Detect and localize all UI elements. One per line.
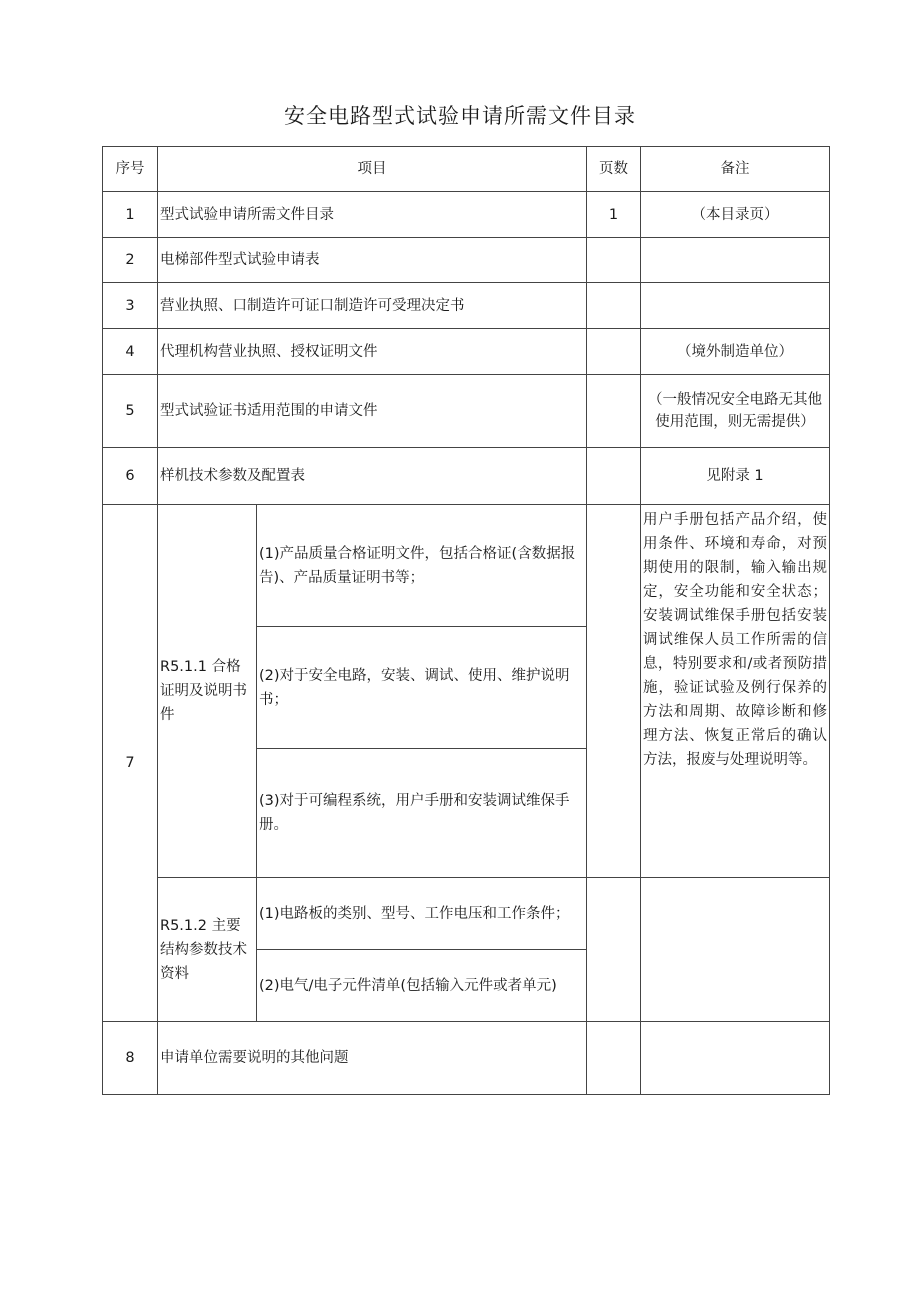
row-remarks: （境外制造单位）: [641, 329, 830, 375]
row-pages: [587, 505, 641, 878]
group-item: (1)电路板的类别、型号、工作电压和工作条件；: [257, 878, 587, 950]
row-no: 5: [103, 375, 158, 448]
row-pages: 1: [587, 192, 641, 238]
group-item: (2)对于安全电路，安装、调试、使用、维护说明书；: [257, 627, 587, 749]
row-item: 营业执照、口制造许可证口制造许可受理决定书: [158, 283, 587, 329]
row-remarks: [641, 283, 830, 329]
row-remarks: [641, 878, 830, 1022]
table-header-row: [103, 147, 830, 192]
row-remarks: 用户手册包括产品介绍，使用条件、环境和寿命，对预期使用的限制，输入输出规定，安全功能和安全状态；安装调试维保手册包括安装调试维保人员工作所需的信息，特别要求和/或者预防措施，验证试验及例行保养的方法和周期、故障诊断和修理方法、恢复正常后的确认方法，报废与处理说明等。: [641, 505, 830, 878]
row-pages: [587, 375, 641, 448]
row-no: 7: [103, 505, 158, 1022]
header-remarks: 备注: [641, 147, 830, 192]
row-no: 3: [103, 283, 158, 329]
table-row: [103, 329, 830, 375]
document-table: [102, 146, 830, 1095]
row-no: 8: [103, 1022, 158, 1095]
row-remarks: [641, 1022, 830, 1095]
group-item: (2)电气/电子元件清单(包括输入元件或者单元): [257, 950, 587, 1022]
row-no: 4: [103, 329, 158, 375]
table-row: [103, 238, 830, 283]
row-item: 申请单位需要说明的其他问题: [158, 1022, 587, 1095]
table-row: [103, 505, 830, 627]
header-no: 序号: [103, 147, 158, 192]
row-item: 代理机构营业执照、授权证明文件: [158, 329, 587, 375]
row-pages: [587, 238, 641, 283]
row-remarks: （本目录页）: [641, 192, 830, 238]
page-title: 安全电路型式试验申请所需文件目录: [284, 104, 636, 128]
table-row: [103, 375, 830, 448]
header-pages: 页数: [587, 147, 641, 192]
group-label: R5.1.2 主要结构参数技术资料: [158, 878, 257, 1022]
row-no: 2: [103, 238, 158, 283]
row-pages: [587, 448, 641, 505]
row-pages: [587, 283, 641, 329]
group-item: (3)对于可编程系统，用户手册和安装调试维保手册。: [257, 749, 587, 878]
row-pages: [587, 329, 641, 375]
row-no: 1: [103, 192, 158, 238]
group-label: R5.1.1 合格证明及说明书件: [158, 505, 257, 878]
row-pages: [587, 878, 641, 1022]
table-row: [103, 192, 830, 238]
row-remarks: [641, 238, 830, 283]
row-item: 型式试验证书适用范围的申请文件: [158, 375, 587, 448]
row-pages: [587, 1022, 641, 1095]
row-item: 电梯部件型式试验申请表: [158, 238, 587, 283]
table-row: [103, 448, 830, 505]
row-item: 型式试验申请所需文件目录: [158, 192, 587, 238]
table-row: [103, 1022, 830, 1095]
row-remarks: 见附录 1: [641, 448, 830, 505]
table-row: [103, 878, 830, 950]
header-item: 项目: [158, 147, 587, 192]
row-no: 6: [103, 448, 158, 505]
group-item: (1)产品质量合格证明文件，包括合格证(含数据报告)、产品质量证明书等；: [257, 505, 587, 627]
row-remarks: （一般情况安全电路无其他使用范围，则无需提供）: [641, 375, 830, 448]
table-row: [103, 283, 830, 329]
row-item: 样机技术参数及配置表: [158, 448, 587, 505]
